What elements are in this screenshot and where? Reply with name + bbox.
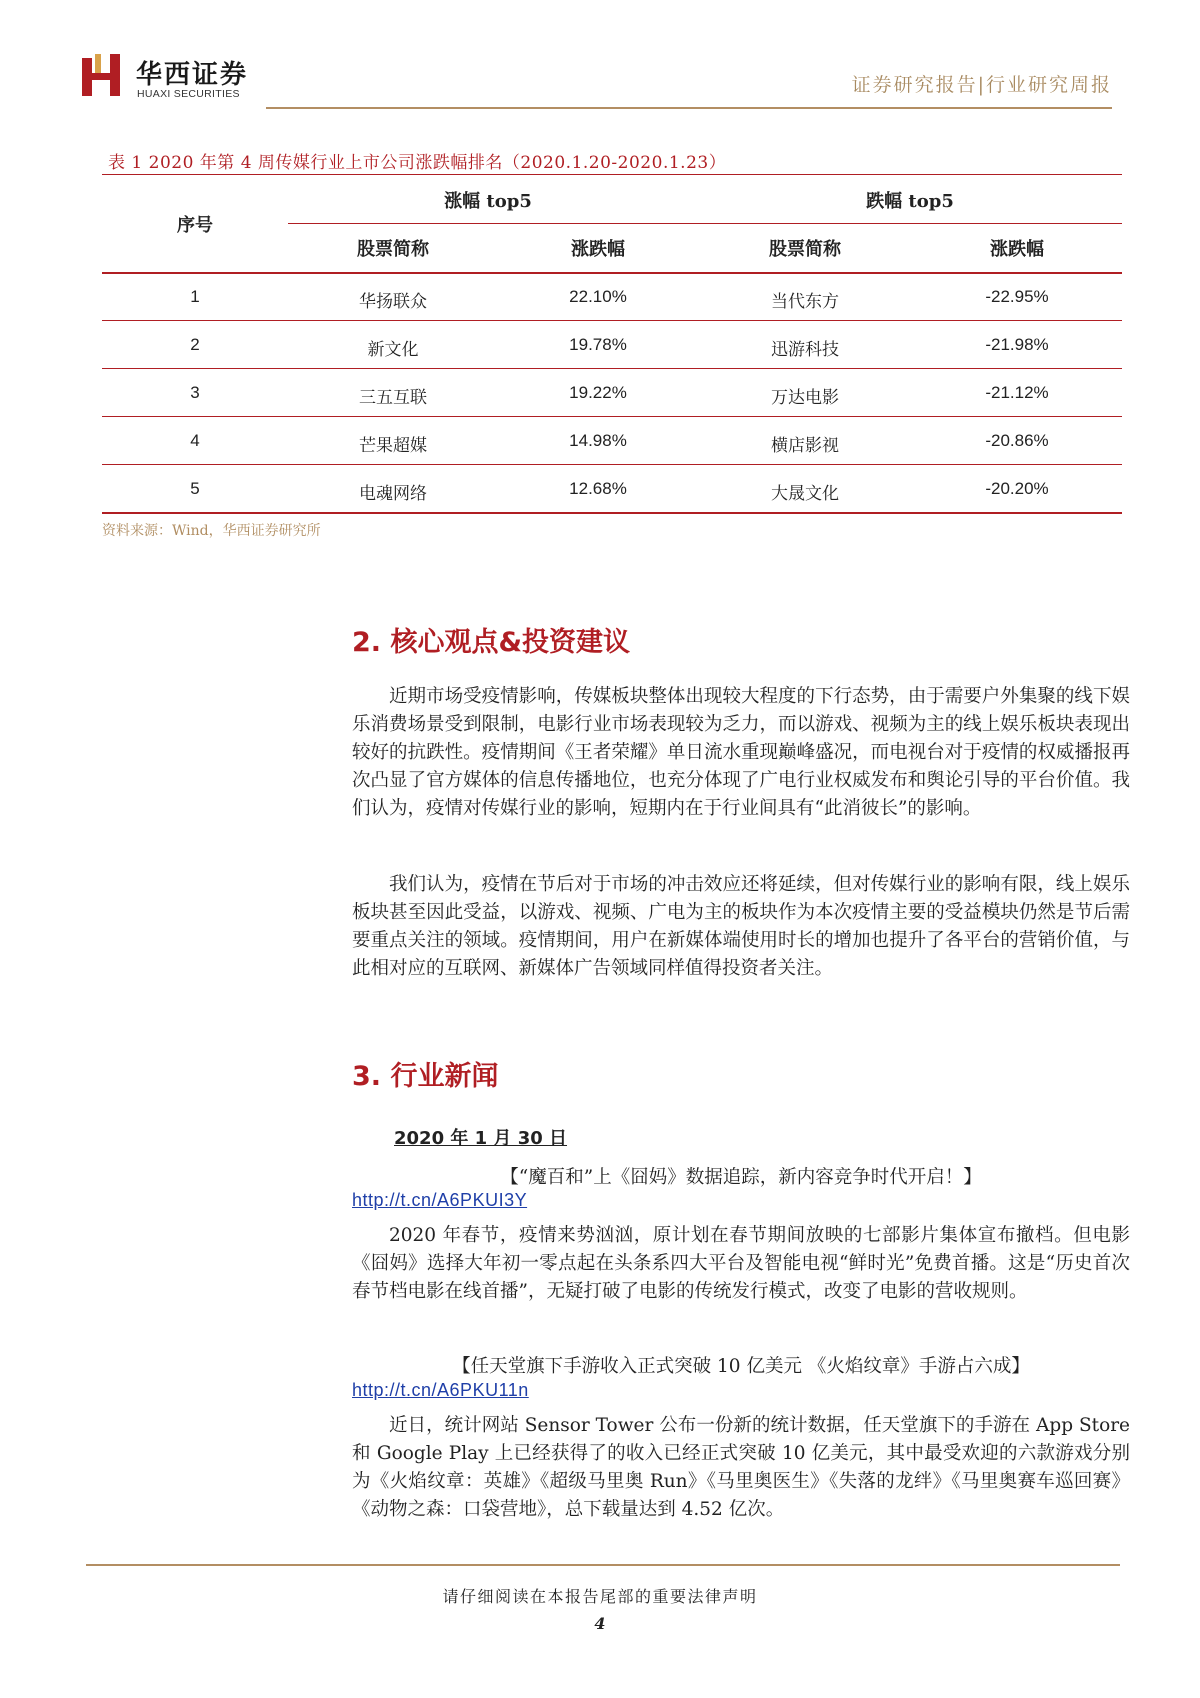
section-title-core-views: 2. 核心观点&投资建议 bbox=[352, 627, 630, 658]
huaxi-h-logo-icon bbox=[80, 52, 126, 98]
legal-notice: 请仔细阅读在本报告尾部的重要法律声明 bbox=[442, 1587, 758, 1606]
row-gain-change: 22.10% bbox=[569, 287, 627, 306]
table-source: 资料来源：Wind，华西证券研究所 bbox=[102, 523, 321, 539]
row-gain-name: 电魂网络 bbox=[359, 484, 427, 504]
news-headline: 【“魔百和”上《囧妈》数据追踪，新内容竞争时代开启！】 bbox=[500, 1167, 982, 1188]
table-row bbox=[102, 321, 1122, 369]
table-caption: 表 1 2020 年第 4 周传媒行业上市公司涨跌幅排名（2020.1.20-2020.1.23） bbox=[108, 153, 727, 173]
row-seq: 2 bbox=[190, 335, 200, 354]
row-gain-name: 华扬联众 bbox=[359, 292, 427, 312]
row-gain-name: 新文化 bbox=[367, 340, 419, 360]
row-seq: 1 bbox=[190, 287, 200, 306]
row-loss-change: -21.98% bbox=[985, 335, 1049, 354]
row-gain-name: 三五互联 bbox=[359, 388, 427, 408]
row-loss-name: 迅游科技 bbox=[771, 340, 839, 360]
page-number: 4 bbox=[594, 1614, 606, 1633]
paragraph: 我们认为，疫情在节后对于市场的冲击效应还将延续，但对传媒行业的影响有限，线上娱乐板块甚至因此受益，以游戏、视频、广电为主的板块作为本次疫情主要的受益模块仍然是节后需要重点关注的领域。疫情期间，用户在新媒体端使用时长的增加也提升了各平台的营销价值，与此相对应的互联网、新媒体广告领域同样值得投资者关注。 bbox=[352, 874, 1130, 979]
row-loss-change: -20.86% bbox=[985, 431, 1049, 450]
header-gain-change: 涨跌幅 bbox=[571, 239, 625, 260]
report-category: 证券研究报告|行业研究周报 bbox=[851, 74, 1112, 96]
table-header bbox=[102, 175, 1122, 273]
news-body: 近日，统计网站 Sensor Tower 公布一份新的统计数据，任天堂旗下的手游在 App Store 和 Google Play 上已经获得了的收入已经正式突破 10 亿美元，其中最受欢迎的六款游戏分别为《火焰纹章：英雄》《超级马里奥 Run》《马里奥医生》《失落的龙绊》《马里奥赛车巡回赛》《动物之森：口袋营地》，总下载量达到 4.52 亿次。 bbox=[352, 1415, 1130, 1520]
row-seq: 4 bbox=[190, 431, 200, 450]
header-gain-group: 涨幅 top5 bbox=[444, 191, 532, 212]
row-gain-change: 19.78% bbox=[569, 335, 627, 354]
table-row bbox=[102, 273, 1122, 321]
header-gain-name: 股票简称 bbox=[357, 239, 429, 260]
row-seq: 3 bbox=[190, 383, 200, 402]
news-headline: 【任天堂旗下手游收入正式突破 10 亿美元 《火焰纹章》手游占六成】 bbox=[452, 1356, 1030, 1377]
brand-name-en: HUAXI SECURITIES bbox=[137, 88, 240, 100]
news-date: 2020 年 1 月 30 日 bbox=[394, 1128, 568, 1149]
header-loss-change: 涨跌幅 bbox=[990, 239, 1044, 260]
row-loss-change: -22.95% bbox=[985, 287, 1049, 306]
row-loss-change: -21.12% bbox=[985, 383, 1049, 402]
row-loss-name: 万达电影 bbox=[771, 388, 839, 408]
section-title-industry-news: 3. 行业新闻 bbox=[352, 1061, 499, 1092]
header-loss-name: 股票简称 bbox=[769, 239, 841, 260]
brand-name-cn: 华西证券 bbox=[136, 60, 249, 90]
row-loss-change: -20.20% bbox=[985, 479, 1049, 498]
row-loss-name: 横店影视 bbox=[771, 436, 839, 456]
row-gain-change: 19.22% bbox=[569, 383, 627, 402]
header-loss-group: 跌幅 top5 bbox=[866, 191, 954, 212]
ranking-table bbox=[102, 174, 1122, 514]
row-gain-name: 芒果超媒 bbox=[359, 436, 427, 456]
header-seq: 序号 bbox=[177, 215, 213, 236]
header-divider bbox=[266, 107, 1112, 109]
row-gain-change: 12.68% bbox=[569, 479, 627, 498]
paragraph: 近期市场受疫情影响，传媒板块整体出现较大程度的下行态势，由于需要户外集聚的线下娱乐消费场景受到限制，电影行业市场表现较为乏力，而以游戏、视频为主的线上娱乐板块表现出较好的抗跌性。疫情期间《王者荣耀》单日流水重现巅峰盛况，而电视台对于疫情的权威播报再次凸显了官方媒体的信息传播地位，也充分体现了广电行业权威发布和舆论引导的平台价值。我们认为，疫情对传媒行业的影响，短期内在于行业间具有“此消彼长”的影响。 bbox=[352, 686, 1130, 819]
table-row bbox=[102, 369, 1122, 417]
row-loss-name: 大晟文化 bbox=[771, 484, 839, 504]
news-body: 2020 年春节，疫情来势汹汹，原计划在春节期间放映的七部影片集体宣布撤档。但电影《囧妈》选择大年初一零点起在头条系四大平台及智能电视“鲜时光”免费首播。这是“历史首次春节档电影在线首播”，无疑打破了电影的传统发行模式，改变了电影的营收规则。 bbox=[352, 1225, 1130, 1302]
footer-divider bbox=[86, 1564, 1120, 1566]
table-row bbox=[102, 465, 1122, 514]
header-sub-rule bbox=[288, 223, 1122, 224]
row-gain-change: 14.98% bbox=[569, 431, 627, 450]
news-link[interactable]: http://t.cn/A6PKUI3Y bbox=[352, 1190, 528, 1210]
table-row bbox=[102, 417, 1122, 465]
row-loss-name: 当代东方 bbox=[771, 292, 839, 312]
news-link[interactable]: http://t.cn/A6PKU11n bbox=[352, 1380, 529, 1400]
row-seq: 5 bbox=[190, 479, 200, 498]
